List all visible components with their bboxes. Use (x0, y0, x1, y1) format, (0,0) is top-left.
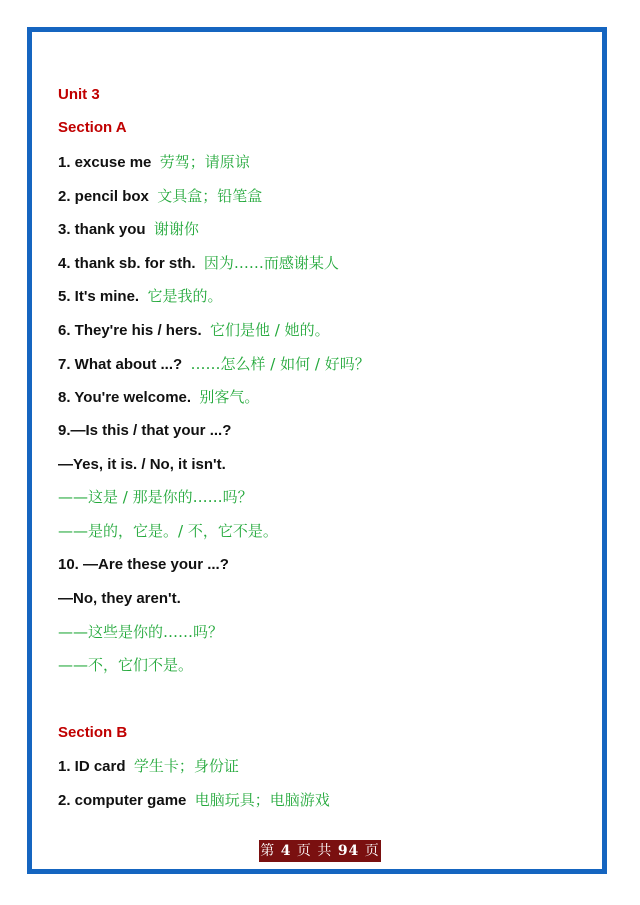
vocab-english: 1. excuse me (58, 154, 152, 171)
dialogue-line (58, 487, 253, 508)
dialogue-english: 9.—Is this / that your ...? (58, 422, 232, 439)
vocab-chinese: 它是我的。 (147, 287, 223, 305)
vocab-item (58, 152, 250, 173)
vocab-english: 7. What about ...? (58, 356, 183, 373)
vocab-chinese: 因为……而感谢某人 (203, 254, 339, 272)
vocab-english: 2. computer game (58, 792, 187, 809)
page-number-footer (259, 840, 381, 862)
vocab-item (58, 756, 239, 777)
vocab-english: 4. thank sb. for sth. (58, 255, 196, 272)
vocab-item (58, 387, 259, 408)
dialogue-chinese: ——这些是你的……吗？ (58, 623, 224, 641)
dialogue-line (58, 455, 226, 475)
vocab-chinese: 电脑玩具；电脑游戏 (194, 791, 330, 809)
footer-ye-end: 页 (364, 843, 380, 859)
total-page-number: 94 (337, 843, 360, 859)
vocab-english: 1. ID card (58, 758, 126, 775)
vocab-item (58, 186, 262, 207)
vocab-chinese: 学生卡；身份证 (133, 757, 239, 775)
dialogue-line (58, 622, 223, 643)
vocab-chinese: 劳驾；请原谅 (159, 153, 250, 171)
dialogue-chinese: ——不，它们不是。 (58, 656, 194, 674)
vocab-item (58, 354, 370, 375)
footer-ye: 页 (296, 843, 312, 859)
vocab-english: 8. You're welcome. (58, 389, 192, 406)
section-b-title: Section B (58, 724, 128, 741)
vocab-chinese: 别客气。 (199, 388, 260, 406)
section-a-title: Section A (58, 119, 127, 136)
dialogue-english: —Yes, it is. / No, it isn't. (58, 456, 226, 473)
dialogue-chinese: ——是的，它是。/ 不，它不是。 (58, 522, 278, 540)
footer-di: 第 (260, 843, 276, 859)
dialogue-line (58, 555, 229, 575)
dialogue-english: 10. —Are these your ...? (58, 556, 229, 573)
vocab-chinese: 文具盒；铅笔盒 (157, 187, 263, 205)
vocab-item (58, 253, 339, 274)
current-page-number: 4 (280, 843, 292, 859)
vocab-english: 5. It's mine. (58, 288, 140, 305)
vocab-item (58, 286, 222, 307)
vocab-english: 3. thank you (58, 221, 146, 238)
footer-gong: 共 (317, 843, 333, 859)
vocab-english: 6. They're his / hers. (58, 322, 202, 339)
vocab-chinese: ……怎么样 / 如何 / 好吗？ (190, 355, 370, 373)
dialogue-line (58, 655, 193, 676)
unit-title: Unit 3 (58, 86, 100, 103)
dialogue-english: —No, they aren't. (58, 590, 181, 607)
vocab-english: 2. pencil box (58, 188, 149, 205)
dialogue-line (58, 521, 278, 542)
dialogue-line (58, 421, 231, 441)
vocab-chinese: 它们是他 / 她的。 (209, 321, 330, 339)
vocab-chinese: 谢谢你 (153, 220, 199, 238)
vocab-item (58, 790, 330, 811)
vocab-item (58, 320, 330, 341)
vocab-item (58, 219, 199, 240)
dialogue-line (58, 589, 181, 609)
dialogue-chinese: ——这是 / 那是你的……吗？ (58, 488, 253, 506)
